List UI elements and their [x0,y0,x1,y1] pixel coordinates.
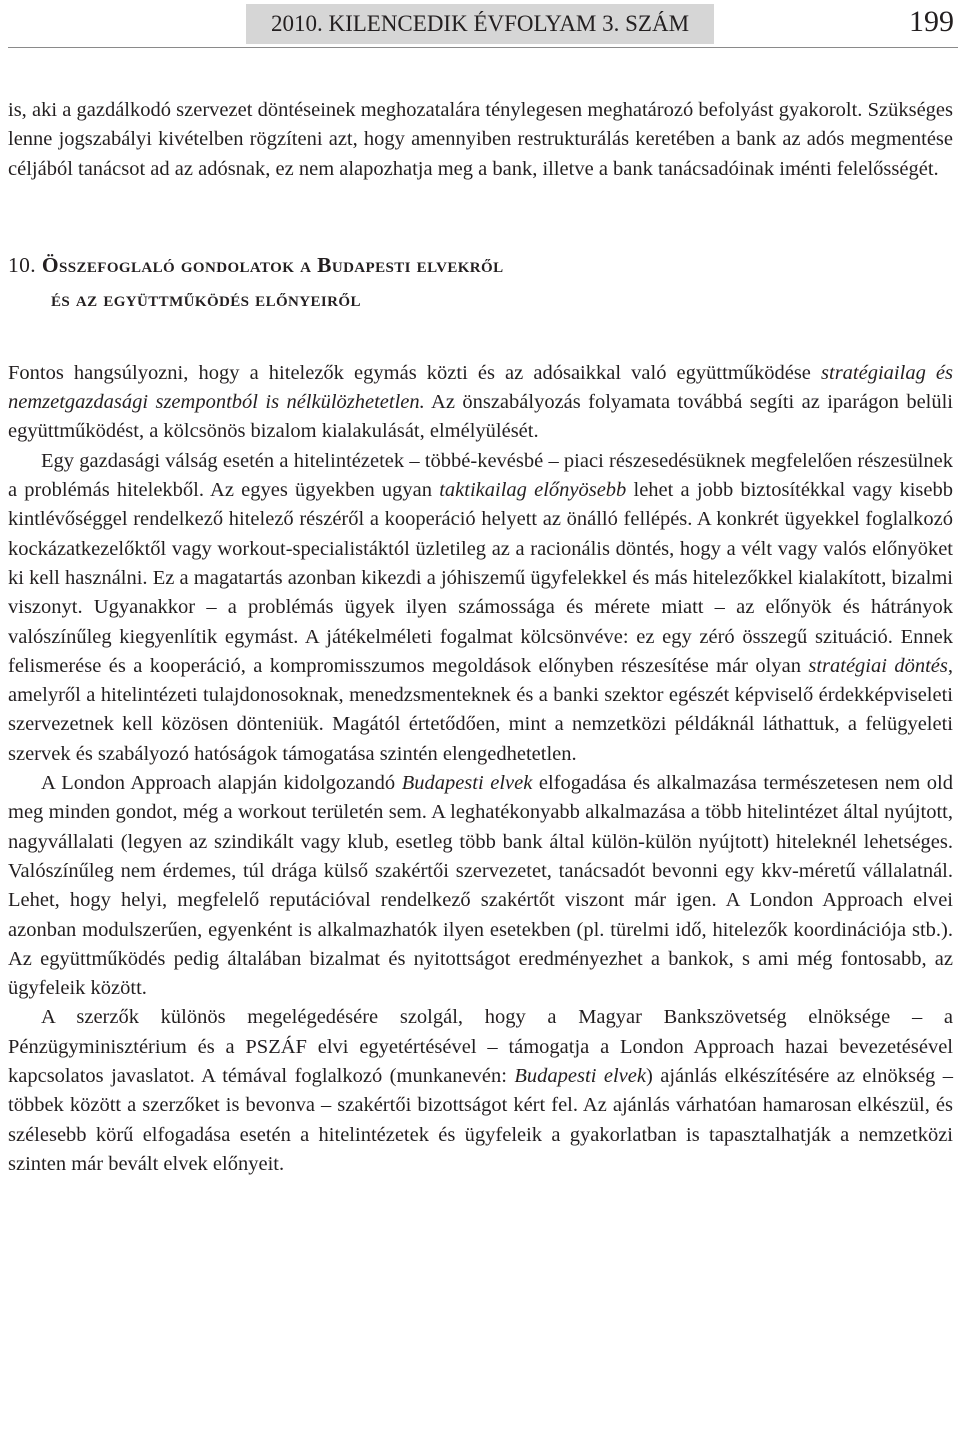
body-paragraph-1 [8,359,953,447]
p4-text-c: ) ajánlás elkészítésére az elnökség – többek között a szerzőket is bevonva – szakértői bizottságot kért fel. Az ajánlás várhatóan hamarosan elkészül, és szélesebb körű elfogadása esetén a hitelintézetek és ügyfeleik a gyakorlatban is tapasztalhatják a nemzetközi szinten már bevált elvek előnyeit. [8,1065,953,1175]
journal-issue-label: 2010. KILENCEDIK ÉVFOLYAM 3. SZÁM [246,4,714,44]
section-number: 10. [8,252,37,277]
p4-text-a: A szerzők különös megelégedésére szolgál, hogy a Magyar Bankszövetség elnöksége – a Pénzügyminisztérium és a PSZÁF elvi egyetértésével – támogatja a London Approach hazai bevezetésével kapcsolatos javaslatot. A témával foglalkozó (munkanevén: [8,1006,953,1088]
section-title-line-2: és az együttműködés előnyeiről [51,286,361,311]
p2-text-a: Egy gazdasági válság esetén a hitelintézetek – többé-kevésbé – piaci részesedésüknek megfelelően részesülnek a problémás hitelekből. Az egyes ügyekben ugyan [8,449,953,502]
body-paragraph-2 [8,447,953,769]
section-title-text-1: Összefoglaló gondolatok a Budapesti elvekről [41,252,504,277]
p4-italic-phrase: Budapesti elvek [514,1065,646,1088]
body-paragraph-3 [8,769,953,1003]
p2-italic-phrase-2: stratégiai döntés [808,654,948,677]
p3-text-a: A London Approach alapján kidolgozandó [41,772,402,795]
page-number: 199 [909,5,954,38]
p1-text-a: Fontos hangsúlyozni, hogy a hitelezők egymás közti és az adósaikkal való együttműködése [8,361,822,384]
page-body [8,96,953,1179]
section-heading [8,248,953,316]
header-divider [8,47,958,48]
intro-text: is, aki a gazdálkodó szervezet döntéseinek meghozatalára ténylegesen meghatározó befolyást gyakorolt. Szükséges lenne jogszabályi kivételben rögzíteni azt, hogy amennyiben restrukturálás keretében a bank az adós megmentése céljából tanácsot ad az adósnak, ez nem alapozhatja meg a bank, illetve a bank tanácsadóinak iménti felelősségét. [8,99,953,180]
body-paragraph-4 [8,1003,953,1179]
intro-paragraph [8,96,953,184]
section-title-line-1 [8,253,504,277]
p3-text-c: elfogadása és alkalmazása természetesen nem old meg minden gondot, még a workout területén sem. A leghatékonyabb alkalmazása a több hitelintézet által nyújtott, nagyvállalati (legyen az szindikált vagy klub, esetleg több bank által külön-külön nyújtott) hiteleknél lehetséges. Valószínűleg nem érdemes, túl drága külső szakértői szervezetet, tanácsadót bevonni egy kkv-méretű vállalatnál. Lehet, hogy helyi, megfelelő reputációval rendelkező szakértőt viszont már igen. A London Approach elvei azonban modulszerűen, egyenként is alkalmazhatók ilyen esetekben (pl. türelmi idő, hitelezők koordinációja stb.). Az együttműködés pedig általában bizalmat és nyitottságot eredményezhet a bankok, s ami még fontosabb, az ügyfeleik között. [8,772,953,1000]
p1-text-c: Az önszabályozás folyamata továbbá segíti az iparágon belüli együttműködést, a kölcsönös bizalom kialakulását, elmélyülését. [8,391,954,443]
p2-text-e: , amelyről a hitelintézeti tulajdonosoknak, menedzsmenteknek és a banki szektor egészét képviselő érdekképviseleti szervezetnek kell közösen dönteniük. Magától értetődően, mint a nemzetközi példáknál láthattuk, a felügyeleti szervek és szabályozó hatóságok támogatása szintén elengedhetetlen. [8,654,953,765]
p3-italic-phrase: Budapesti elvek [401,772,533,795]
p2-italic-phrase-1: taktikailag előnyösebb [439,479,627,502]
p1-italic-phrase: stratégiailag és nemzetgazdasági szempontból is nélkülözhetetlen. [8,361,953,414]
p2-text-c: lehet a jobb biztosítékkal vagy kisebb kintlévőséggel rendelkező hitelező részéről a kooperáció helyett az önálló fellépés. A konkrét ügyekkel foglalkozó kockázatkezelőktől vagy workout-specialistáktól üzletileg az a racionális döntés, hogy a vélt vagy valós előnyöket ki kell használni. Ez a magatartás azonban kikezdi a jóhiszemű ügyfelekkel és más hitelezőkkel kialakított, bizalmi viszonyt. Ugyanakkor – a problémás ügyek ilyen számossága és mérete miatt – az előnyök és hátrányok valószínűleg kiegyenlítik egymást. A játékelméleti fogalmat kölcsönvéve: ez egy zéró összegű szituáció. Ennek felismerése és a kooperáció, a kompromisszumos megoldások előnyben részesítése már olyan [8,479,953,677]
running-header [0,0,960,50]
